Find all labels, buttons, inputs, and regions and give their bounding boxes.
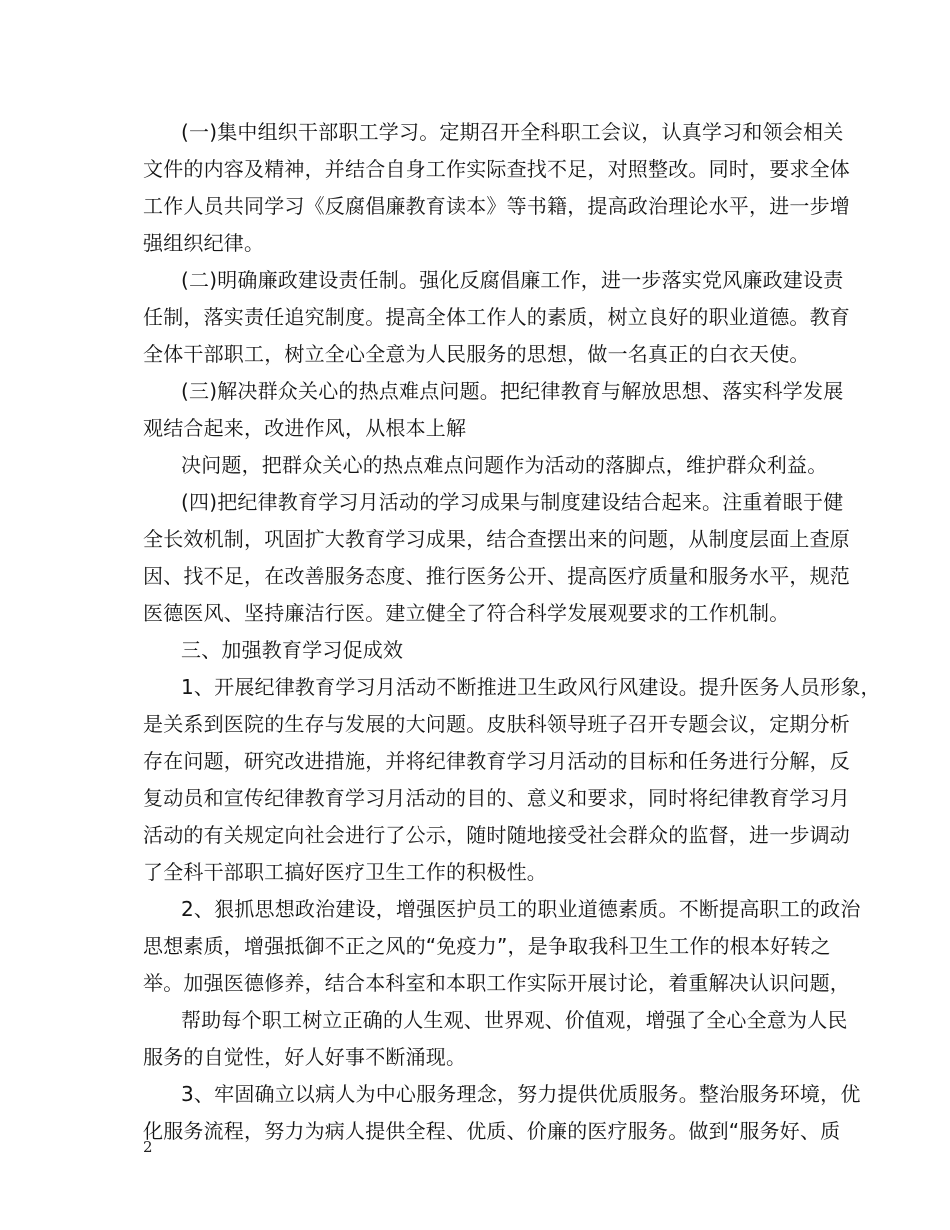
text-line: 举。加强医德修养，结合本科室和本职工作实际开展讨论，着重解决认识问题， [143,971,850,995]
text-line: 化服务流程，努力为病人提供全程、优质、价廉的医疗服务。做到“服务好、质 [143,1119,841,1143]
text-line: 强组织纪律。 [143,231,265,255]
text-line: 观结合起来，改进作风，从根本上解 [143,416,467,440]
text-line: (一)集中组织干部职工学习。定期召开全科职工会议，认真学习和领会相关 [181,120,844,144]
section-heading: 三、加强教育学习促成效 [181,638,404,662]
text-line: 是关系到医院的生存与发展的大问题。皮肤科领导班子召开专题会议，定期分析 [143,712,850,736]
text-line: 服务的自觉性，好人好事不断涌现。 [143,1045,467,1069]
text-line: (二)明确廉政建设责任制。强化反腐倡廉工作，进一步落实党风廉政建设责 [181,268,844,292]
text-line: 3、牢固确立以病人为中心服务理念，努力提供优质服务。整治服务环境，优 [181,1082,861,1106]
text-line: 全长效机制，巩固扩大教育学习成果，结合查摆出来的问题，从制度层面上查原 [143,527,850,551]
text-line: 2、狠抓思想政治建设，增强医护员工的职业道德素质。不断提高职工的政治 [181,897,861,921]
text-line: 存在问题，研究改进措施，并将纪律教育学习月活动的目标和任务进行分解，反 [143,749,850,773]
text-line: 思想素质，增强抵御不正之风的“免疫力”，是争取我科卫生工作的根本好转之 [143,934,831,958]
text-line: 全体干部职工，树立全心全意为人民服务的思想，做一名真正的白衣天使。 [143,342,810,366]
text-line: 文件的内容及精神，并结合自身工作实际查找不足，对照整改。同时，要求全体 [143,157,850,181]
page-number: 2 [143,1138,153,1156]
text-line: (四)把纪律教育学习月活动的学习成果与制度建设结合起来。注重着眼于健 [181,490,844,514]
text-line: 医德医风、坚持廉洁行医。建立健全了符合科学发展观要求的工作机制。 [143,601,790,625]
text-line: 任制，落实责任追究制度。提高全体工作人的素质，树立良好的职业道德。教育 [143,305,850,329]
text-line: (三)解决群众关心的热点难点问题。把纪律教育与解放思想、落实科学发展 [181,379,844,403]
text-line: 因、找不足，在改善服务态度、推行医务公开、提高医疗质量和服务水平，规范 [143,564,850,588]
text-line: 帮助每个职工树立正确的人生观、世界观、价值观，增强了全心全意为人民 [181,1008,848,1032]
text-line: 1、开展纪律教育学习月活动不断推进卫生政风行风建设。提升医务人员形象， [181,675,881,699]
text-line: 决问题，把群众关心的热点难点问题作为活动的落脚点，维护群众利益。 [181,453,828,477]
text-line: 工作人员共同学习《反腐倡廉教育读本》等书籍，提高政治理论水平，进一步增 [143,194,850,218]
text-line: 了全科干部职工搞好医疗卫生工作的积极性。 [143,860,547,884]
text-line: 复动员和宣传纪律教育学习月活动的目的、意义和要求，同时将纪律教育学习月 [143,786,850,810]
text-line: 活动的有关规定向社会进行了公示，随时随地接受社会群众的监督，进一步调动 [143,823,850,847]
